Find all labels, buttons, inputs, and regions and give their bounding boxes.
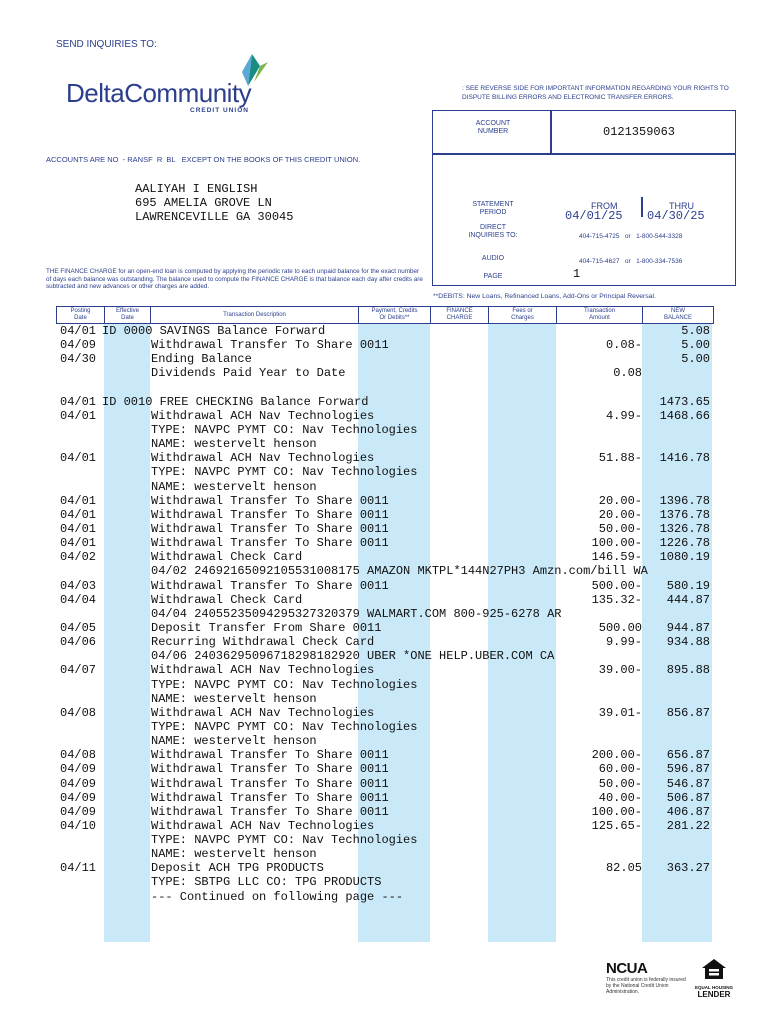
transaction-amount: 0.08-	[605, 338, 642, 353]
audio-phone: 404-715-4627 or 1-800-334-7536	[579, 258, 683, 265]
posting-date: 04/10	[60, 818, 97, 833]
transaction-description: Withdrawal Transfer To Share 0011	[151, 507, 389, 522]
transaction-description: Withdrawal Transfer To Share 0011	[151, 776, 389, 791]
transaction-amount: 51.88-	[598, 451, 642, 466]
new-balance: 1376.78	[659, 507, 710, 522]
transaction-description: TYPE: NAVPC PYMT CO: Nav Technologies	[151, 833, 418, 848]
col-transaction-amount: Transaction Amount	[557, 307, 643, 323]
col-posting-date: Posting Date	[57, 307, 105, 323]
posting-date: 04/01	[60, 324, 97, 338]
transaction-description: Withdrawal ACH Nav Technologies	[151, 705, 375, 720]
posting-date: 04/07	[60, 663, 97, 678]
posting-date: 04/01	[60, 408, 97, 423]
transaction-description: 04/02 24692165092105531008175 AMAZON MKTPL*144N27PH3 Amzn.com/bill WA	[151, 564, 648, 579]
new-balance: 1396.78	[659, 493, 710, 508]
table-row	[56, 465, 714, 479]
transaction-description: TYPE: NAVPC PYMT CO: Nav Technologies	[151, 465, 418, 480]
posting-date: 04/11	[60, 861, 97, 876]
table-row	[56, 847, 714, 861]
col-new-balance: NEW BALANCE	[663, 308, 692, 321]
ncua-badge	[606, 960, 686, 1000]
transaction-description: Withdrawal Check Card	[151, 550, 303, 565]
thru-label: THRU	[669, 201, 694, 211]
table-row	[56, 593, 714, 607]
col-effective-date: Effective Date	[105, 307, 151, 323]
transaction-amount: 20.00-	[598, 507, 642, 522]
transaction-rows	[56, 324, 714, 904]
table-row	[56, 480, 714, 494]
dispute-notice: : SEE REVERSE SIDE FOR IMPORTANT INFORMATION REGARDING YOUR RIGHTS TO DISPUTE BILLING ERRORS AND ELECTRONIC TRANSFER ERRORS.	[462, 85, 729, 101]
transaction-description: Withdrawal Transfer To Share 0011	[151, 536, 389, 551]
posting-date: 04/02	[60, 550, 97, 565]
from-date: 04/01/25	[565, 209, 623, 223]
table-row	[56, 366, 714, 380]
new-balance: 1080.19	[659, 550, 710, 565]
page-label: PAGE	[483, 273, 503, 280]
table-row	[56, 678, 714, 692]
transaction-description: Ending Balance	[151, 352, 252, 367]
transaction-description: NAME: westervelt henson	[151, 691, 317, 706]
new-balance: 856.87	[666, 705, 710, 720]
new-balance: 5.00	[681, 338, 710, 353]
from-label: FROM	[591, 201, 618, 211]
transaction-amount: 200.00-	[591, 748, 642, 763]
transaction-amount: 40.00-	[598, 790, 642, 805]
new-balance: 546.87	[666, 776, 710, 791]
posting-date: 04/09	[60, 338, 97, 353]
transaction-description: --- Continued on following page ---	[151, 889, 404, 904]
transaction-description: Withdrawal ACH Nav Technologies	[151, 663, 375, 678]
page-number: 1	[573, 267, 581, 281]
transaction-description: Withdrawal Transfer To Share 0011	[151, 578, 389, 593]
transaction-amount: 146.59-	[591, 550, 642, 565]
delta-community-logo	[64, 52, 284, 118]
posting-date: 04/08	[60, 705, 97, 720]
transaction-amount: 135.32-	[591, 592, 642, 607]
transaction-description: TYPE: SBTPG LLC CO: TPG PRODUCTS	[151, 875, 382, 890]
table-row	[56, 508, 714, 522]
table-row	[56, 734, 714, 748]
posting-date: 04/03	[60, 578, 97, 593]
table-header	[56, 306, 714, 324]
transaction-description: NAME: westervelt henson	[151, 479, 317, 494]
new-balance: 1326.78	[659, 521, 710, 536]
table-row	[56, 621, 714, 635]
ehl-bottom-text: LENDER	[697, 990, 731, 999]
table-row	[56, 777, 714, 791]
table-row	[56, 607, 714, 621]
direct-inquiries-phone: 404-715-4725 or 1-800-544-3328	[579, 233, 683, 240]
new-balance: 934.88	[666, 635, 710, 650]
new-balance: 944.87	[666, 620, 710, 635]
col-fees: Fees or Charges	[489, 307, 557, 323]
new-balance: 406.87	[666, 804, 710, 819]
new-balance: 1473.65	[659, 394, 710, 409]
table-row	[56, 338, 714, 352]
transaction-amount: 100.00-	[591, 536, 642, 551]
transaction-description: Withdrawal ACH Nav Technologies	[151, 818, 375, 833]
transaction-description: Withdrawal Transfer To Share 0011	[151, 521, 389, 536]
table-row	[56, 522, 714, 536]
customer-city: LAWRENCEVILLE GA 30045	[135, 210, 294, 224]
transaction-description: TYPE: NAVPC PYMT CO: Nav Technologies	[151, 422, 418, 437]
col-finance-charge: FINANCE CHARGE	[431, 307, 489, 323]
table-row	[56, 692, 714, 706]
transaction-description: Withdrawal Transfer To Share 0011	[151, 748, 389, 763]
transaction-amount: 100.00-	[591, 804, 642, 819]
posting-date: 04/08	[60, 748, 97, 763]
table-row	[56, 324, 714, 338]
account-info-box	[432, 110, 736, 286]
posting-date: 04/01	[60, 394, 97, 409]
transaction-description: NAME: westervelt henson	[151, 437, 317, 452]
thru-date: 04/30/25	[647, 209, 705, 223]
table-row	[56, 494, 714, 508]
new-balance: 596.87	[666, 762, 710, 777]
transaction-amount: 125.65-	[591, 818, 642, 833]
transaction-amount: 50.00-	[598, 521, 642, 536]
account-number: 0121359063	[603, 125, 676, 139]
table-row	[56, 579, 714, 593]
transaction-description: Withdrawal Transfer To Share 0011	[151, 493, 389, 508]
ehl-top-text: EQUAL HOUSING	[695, 985, 733, 990]
transaction-amount: 60.00-	[598, 762, 642, 777]
table-row	[56, 805, 714, 819]
new-balance: 5.08	[681, 324, 710, 338]
posting-date: 04/01	[60, 507, 97, 522]
table-row	[56, 791, 714, 805]
transaction-description: Withdrawal ACH Nav Technologies	[151, 451, 375, 466]
transaction-description: Recurring Withdrawal Check Card	[151, 635, 375, 650]
transaction-amount: 50.00-	[598, 776, 642, 791]
new-balance: 5.00	[681, 352, 710, 367]
statement-period-label: STATEMENT PERIOD	[472, 201, 514, 216]
brand-subtitle: CREDIT UNION	[190, 107, 249, 114]
table-row	[56, 890, 714, 904]
transaction-description: ID 0000 SAVINGS Balance Forward	[102, 324, 326, 338]
ncua-logo-text: NCUA	[606, 960, 648, 977]
new-balance: 1226.78	[659, 536, 710, 551]
table-row	[56, 564, 714, 578]
transaction-description: Deposit Transfer From Share 0011	[151, 620, 382, 635]
table-row	[56, 352, 714, 366]
posting-date: 04/01	[60, 451, 97, 466]
account-number-label: ACCOUNT NUMBER	[475, 120, 511, 135]
new-balance: 444.87	[666, 592, 710, 607]
transaction-description: NAME: westervelt henson	[151, 847, 317, 862]
posting-date: 04/30	[60, 352, 97, 367]
posting-date: 04/09	[60, 790, 97, 805]
transaction-description: Withdrawal Transfer To Share 0011	[151, 338, 389, 353]
accounts-note: ACCOUNTS ARE NO - RANSF R BL EXCEPT ON THE BOOKS OF THIS CREDIT UNION.	[46, 155, 361, 164]
equal-housing-house-icon	[701, 958, 727, 980]
mailing-address	[135, 182, 293, 224]
new-balance: 656.87	[666, 748, 710, 763]
transaction-description: TYPE: NAVPC PYMT CO: Nav Technologies	[151, 677, 418, 692]
table-row	[56, 635, 714, 649]
direct-inquiries-label: DIRECT INQUIRIES TO:	[468, 224, 518, 239]
new-balance: 1468.66	[659, 408, 710, 423]
new-balance: 1416.78	[659, 451, 710, 466]
posting-date: 04/01	[60, 493, 97, 508]
table-row	[56, 875, 714, 889]
transaction-amount: 500.00	[598, 620, 642, 635]
transaction-description: NAME: westervelt henson	[151, 734, 317, 749]
table-row	[56, 819, 714, 833]
transaction-description: Deposit ACH TPG PRODUCTS	[151, 861, 324, 876]
posting-date: 04/06	[60, 635, 97, 650]
table-row	[56, 748, 714, 762]
transaction-description: Withdrawal ACH Nav Technologies	[151, 408, 375, 423]
posting-date: 04/09	[60, 776, 97, 791]
table-row	[56, 833, 714, 847]
new-balance: 506.87	[666, 790, 710, 805]
transaction-description: Withdrawal Transfer To Share 0011	[151, 804, 389, 819]
posting-date: 04/05	[60, 620, 97, 635]
col-payment-credits: Payment, Credits Or Debits**	[359, 307, 431, 323]
transaction-description: TYPE: NAVPC PYMT CO: Nav Technologies	[151, 719, 418, 734]
table-row	[56, 409, 714, 423]
table-row	[56, 649, 714, 663]
posting-date: 04/01	[60, 521, 97, 536]
transaction-description: ID 0010 FREE CHECKING Balance Forward	[102, 394, 369, 409]
ncua-disclaimer: This credit union is federally insured by the National Credit Union Administration.	[606, 977, 686, 995]
table-row	[56, 861, 714, 875]
new-balance: 580.19	[666, 578, 710, 593]
transaction-description: Dividends Paid Year to Date	[151, 366, 346, 381]
transaction-amount: 500.00-	[591, 578, 642, 593]
transaction-table	[56, 306, 714, 942]
table-row	[56, 762, 714, 776]
table-row	[56, 720, 714, 734]
new-balance: 895.88	[666, 663, 710, 678]
table-row	[56, 536, 714, 550]
customer-name: AALIYAH I ENGLISH	[135, 182, 258, 196]
finance-charge-note: THE FINANCE CHARGE for an open-end loan is computed by applying the periodic rate to each unpaid balance for the exact number of days each balance was outstanding. The balance used to compute the FINANCE CHARGE is that balance each day after credits are subtracted and new advances or other charges are added.	[46, 268, 423, 291]
table-row	[56, 663, 714, 677]
posting-date: 04/04	[60, 592, 97, 607]
transaction-amount: 9.99-	[605, 635, 642, 650]
transaction-amount: 39.00-	[598, 663, 642, 678]
transaction-amount: 39.01-	[598, 705, 642, 720]
transaction-amount: 20.00-	[598, 493, 642, 508]
debits-note: **DEBITS: New Loans, Refinanced Loans, Add-Ons or Principal Reversal.	[433, 293, 656, 300]
transaction-description: 04/06 24036295096718298182920 UBER *ONE HELP.UBER.COM CA	[151, 649, 555, 664]
table-row	[56, 423, 714, 437]
transaction-description: Withdrawal Transfer To Share 0011	[151, 762, 389, 777]
table-row	[56, 381, 714, 395]
brand-name: DeltaCommunity	[66, 78, 252, 108]
equal-housing-lender-badge	[690, 958, 738, 1002]
new-balance: 281.22	[666, 818, 710, 833]
transaction-amount: 0.08	[613, 366, 642, 381]
table-row	[56, 706, 714, 720]
transaction-description: 04/04 24055235094295327320379 WALMART.COM 800-925-6278 AR	[151, 606, 562, 621]
table-row	[56, 550, 714, 564]
posting-date: 04/09	[60, 762, 97, 777]
send-inquiries-label: SEND INQUIRIES TO:	[56, 39, 157, 50]
transaction-amount: 82.05	[605, 861, 642, 876]
posting-date: 04/09	[60, 804, 97, 819]
audio-label: AUDIO	[481, 255, 505, 262]
transaction-description: Withdrawal Check Card	[151, 592, 303, 607]
col-description: Transaction Description	[151, 307, 359, 323]
customer-street: 695 AMELIA GROVE LN	[135, 196, 272, 210]
transaction-description: Withdrawal Transfer To Share 0011	[151, 790, 389, 805]
table-row	[56, 451, 714, 465]
transaction-amount: 4.99-	[605, 408, 642, 423]
posting-date: 04/01	[60, 536, 97, 551]
table-row	[56, 437, 714, 451]
table-row	[56, 395, 714, 409]
new-balance: 363.27	[666, 861, 710, 876]
